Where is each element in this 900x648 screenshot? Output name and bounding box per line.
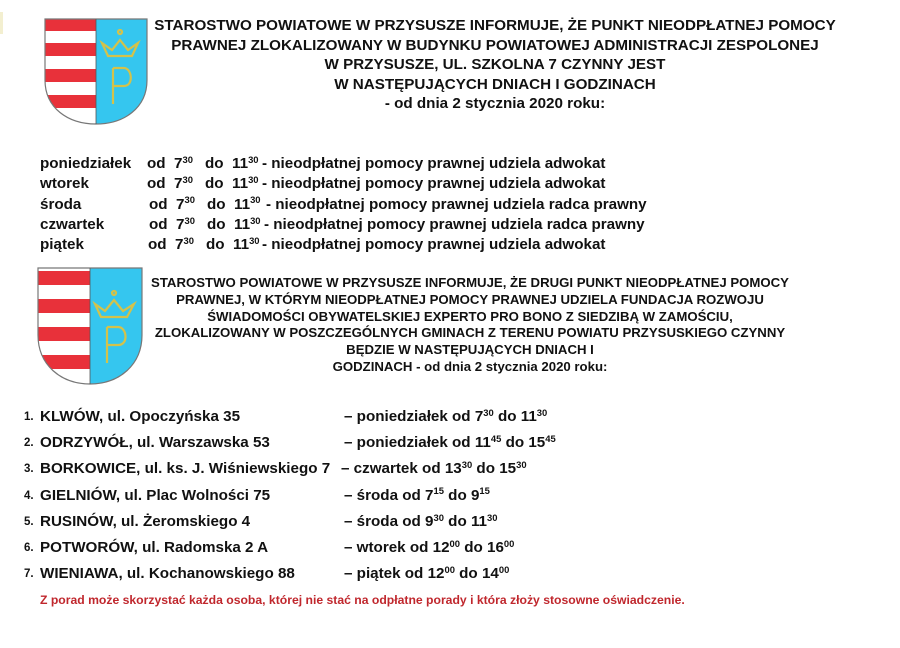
coat-of-arms-icon [44,18,148,125]
time-to: do $11^{30}$ [205,174,259,193]
item-number: 2. [24,437,34,450]
service-description: - nieodpłatnej pomocy prawnej udziela adwokat [262,155,606,172]
day: wtorek [40,175,89,193]
edge-artifact [0,12,3,34]
time-from: od $7^{30}$ [149,194,195,213]
address: GIELNIÓW, ul. Plac Wolności 75 [40,486,271,504]
time-to: do $11^{30}$ [207,214,261,233]
time-to: do $11^{30}$ [205,153,259,172]
hours: – poniedziałek od $11^{45}$ do $15^{45}$ [344,433,556,452]
eligibility-note: Z porad może skorzystać każda osoba, której nie stać na odpłatne porady i która złoży stosowne oświadczenie. [40,593,685,607]
day: środa [40,195,82,213]
header-line: ZLOKALIZOWANY W POSZCZEGÓLNYCH GMINACH Z TERENU POWIATU PRZYSUSKIEGO CZYNNY [154,325,786,341]
header-line: BĘDZIE W NASTĘPUJĄCYCH DNIACH I [346,342,594,358]
header-line: PRAWNEJ ZLOKALIZOWANY W BUDYNKU POWIATOWEJ ADMINISTRACJI ZESPOLONEJ [171,36,819,54]
address: POTWORÓW, ul. Radomska 2 A [40,538,269,556]
day: piątek [40,236,84,254]
header-line: ŚWIADOMOŚCI OBYWATELSKIEJ EXPERTO PRO BONO Z SIEDZIBĄ W ZAMOŚCIU, [207,308,733,324]
service-description: - nieodpłatnej pomocy prawnej udziela adwokat [262,175,606,193]
header-line: STAROSTWO POWIATOWE W PRZYSUSZE INFORMUJE, ŻE PUNKT NIEODPŁATNEJ POMOCY [154,17,836,34]
day: czwartek [40,215,105,233]
hours: – środa od $9^{30}$ do $11^{30}$ [344,511,498,530]
service-description: - nieodpłatnej pomocy prawnej udziela adwokat [262,236,606,254]
address: RUSINÓW, ul. Żeromskiego 4 [40,512,251,530]
hours: – poniedziałek od $7^{30}$ do $11^{30}$ [344,406,548,425]
address: WIENIAWA, ul. Kochanowskiego 88 [40,565,295,583]
coat-of-arms-icon [37,267,143,385]
hours: – środa od $7^{15}$ do $9^{15}$ [344,485,490,504]
header-notice-1 [150,16,840,114]
hours: – piątek od $12^{00}$ do $14^{00}$ [344,563,510,583]
time-to: do $11^{30}$ [206,235,260,254]
time-from: od $7^{30}$ [147,153,193,172]
address: BORKOWICE, ul. ks. J. Wiśniewskiego 7 [40,460,331,478]
address: ODRZYWÓŁ, ul. Warszawska 53 [40,434,270,452]
time-from: od $7^{30}$ [148,235,194,254]
item-number: 4. [24,489,34,502]
address: KLWÓW, ul. Opoczyńska 35 [40,408,241,425]
service-description: - nieodpłatnej pomocy prawnej udziela radca prawny [266,195,647,213]
header-line: STAROSTWO POWIATOWE W PRZYSUSZE INFORMUJE, ŻE DRUGI PUNKT NIEODPŁATNEJ POMOCY [151,275,789,290]
day: poniedziałek [40,155,132,172]
item-number: 3. [24,463,34,476]
item-number: 1. [24,411,34,423]
header-line: GODZINACH - od dnia 2 stycznia 2020 roku: [332,358,608,374]
item-number: 6. [24,541,34,554]
service-description: - nieodpłatnej pomocy prawnej udziela radca prawny [264,215,645,233]
hours: – wtorek od $12^{00}$ do $16^{00}$ [344,537,515,556]
time-from: od $7^{30}$ [149,214,195,233]
time-to: do $11^{30}$ [207,194,261,213]
header-notice-2 [150,275,790,376]
header-line: - od dnia 2 stycznia 2020 roku: [384,95,606,113]
header-line: PRAWNEJ, W KTÓRYM NIEODPŁATNEJ POMOCY PRAWNEJ UDZIELA FUNDACJA ROZWOJU [176,291,764,307]
header-line: W NASTĘPUJĄCYCH DNIACH I GODZINACH [334,75,656,93]
item-number: 7. [24,568,34,581]
item-number: 5. [24,515,34,528]
time-from: od $7^{30}$ [147,174,193,193]
hours: – czwartek od $13^{30}$ do $15^{30}$ [341,459,527,478]
header-line: W PRZYSUSZE, UL. SZKOLNA 7 CZYNNY JEST [324,56,666,74]
